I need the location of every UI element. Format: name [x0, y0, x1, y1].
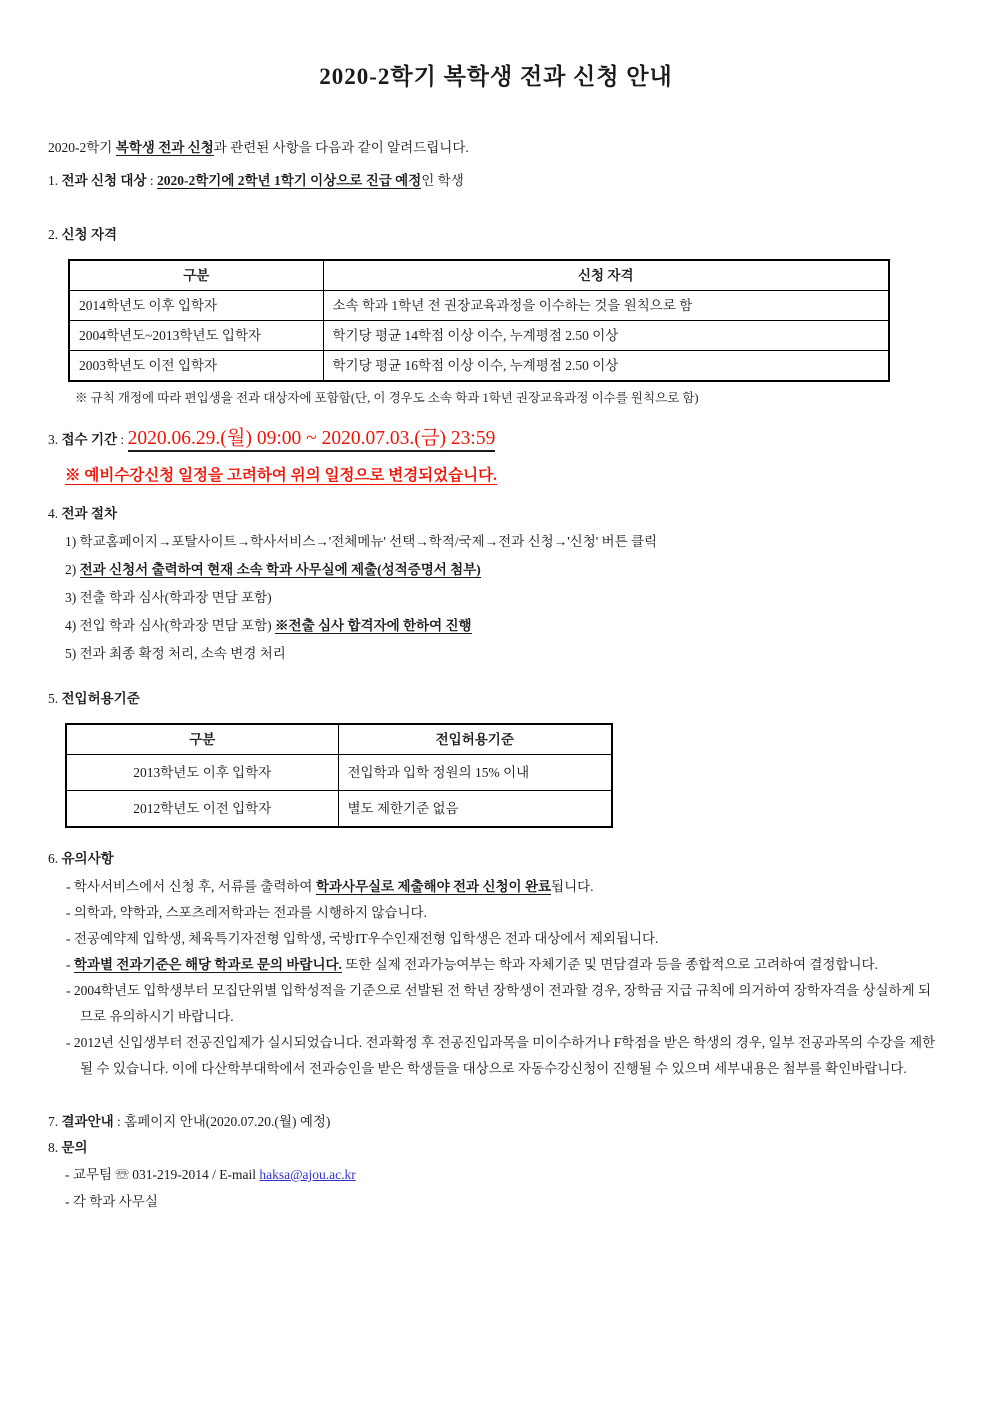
section-8-heading [48, 1135, 944, 1161]
notice-bullet [66, 952, 944, 978]
column-header: 전입허용기준 [338, 724, 612, 755]
section-6-heading [48, 849, 944, 868]
section-2-heading [48, 225, 944, 244]
text-segment: 7. [48, 1114, 62, 1129]
table-header-row [66, 724, 612, 755]
notice-bullet [66, 900, 944, 926]
text-segment: 8. [48, 1140, 62, 1155]
text-segment: 또한 실제 전과가능여부는 학과 자체기준 및 면담결과 등을 종합적으로 고려하여 결정합니다. [341, 957, 878, 972]
text-segment: 5. [48, 691, 62, 706]
text-segment: - 의학과, 약학과, 스포츠레저학과는 전과를 시행하지 않습니다. [66, 905, 427, 920]
text-segment: 전과 신청 대상 [61, 173, 147, 188]
text-segment: - 2012년 신입생부터 전공진입제가 실시되었습니다. 전과확정 후 전공진입과목을 미이수하거나 F학점을 받은 학생의 경우, 일부 전공과목의 수강을 제한될 수 있습니다. 이에 다산학부대학에서 전과승인을 받은 학생들을 대상으로 자동수강신청이 진행될 수 있으며 세부내용은 첨부를 확인바랍니다. [66, 1035, 936, 1076]
text-segment: 복학생 전과 신청 [115, 140, 214, 155]
text-segment: 6. [48, 851, 62, 866]
text-segment: - [66, 957, 74, 972]
table-row [69, 351, 889, 382]
table-cell: 학기당 평균 16학점 이상 이수, 누계평점 2.50 이상 [323, 351, 889, 382]
section-5-heading [48, 689, 944, 708]
section-4-heading [48, 504, 944, 523]
text-segment: 결과안내 [61, 1114, 114, 1129]
text-segment: 전과 신청서 출력하여 현재 소속 학과 사무실에 제출(성적증명서 첨부) [79, 562, 481, 577]
text-segment: 3. [48, 432, 62, 447]
table-row [66, 791, 612, 828]
transfer-target-line [48, 171, 944, 190]
text-segment: 접수 기간 [61, 432, 118, 447]
text-segment: 문의 [61, 1140, 88, 1155]
column-header: 구분 [66, 724, 338, 755]
text-segment: 4) 전입 학과 심사(학과장 면담 포함) [65, 618, 276, 633]
notice-bullet [66, 978, 944, 1030]
application-period-line [48, 425, 944, 454]
table-row [69, 321, 889, 351]
table-cell: 2014학년도 이후 입학자 [69, 291, 323, 321]
notice-bullet [66, 874, 944, 900]
text-segment: 됩니다. [551, 879, 594, 894]
eligibility-note: ※ 규칙 개정에 따라 편입생을 전과 대상자에 포함함(단, 이 경우도 소속 학과 1학년 권장교육과정 이수를 원칙으로 함) [75, 391, 699, 405]
eligibility-table [68, 259, 890, 382]
table-cell: 학기당 평균 14학점 이상 이수, 누계평점 2.50 이상 [323, 321, 889, 351]
phone-icon: ☏ [115, 1167, 129, 1182]
text-segment: 2) [65, 562, 80, 577]
text-segment: 전입허용기준 [61, 691, 140, 706]
text-segment: 2. [48, 227, 62, 242]
text-segment: 2020.06.29.(월) 09:00 ~ 2020.07.03.(금) 23:59 [128, 428, 496, 452]
table-cell: 별도 제한기준 없음 [338, 791, 612, 828]
transfer-step [65, 532, 944, 551]
table-row [66, 755, 612, 791]
notice-bullet [66, 1030, 944, 1082]
text-segment: 전과 절차 [61, 506, 118, 521]
text-segment: - 학사서비스에서 신청 후, 서류를 출력하여 [66, 879, 316, 894]
contact-line-staff [65, 1161, 944, 1188]
email-link[interactable]: haksa@ajou.ac.kr [259, 1167, 356, 1182]
text-segment: : [117, 432, 128, 447]
table-header-row [69, 260, 889, 291]
transfer-step [65, 560, 944, 579]
table-cell: 2004학년도~2013학년도 입학자 [69, 321, 323, 351]
text-segment: 4. [48, 506, 62, 521]
text-segment: : 홈페이지 안내(2020.07.20.(월) 예정) [113, 1114, 331, 1129]
text-segment: ※ 예비수강신청 일정을 고려하여 위의 일정으로 변경되었습니다. [65, 467, 497, 484]
table-cell: 2013학년도 이후 입학자 [66, 755, 338, 791]
notice-bullets [48, 874, 944, 1082]
text-segment: 5) 전과 최종 확정 처리, 소속 변경 처리 [65, 646, 286, 661]
contact-prefix: - 교무팀 [65, 1167, 116, 1182]
text-segment: - 2004학년도 입학생부터 모집단위별 입학성적을 기준으로 선발된 전 학년 장학생이 전과할 경우, 장학금 지급 규칙에 의거하여 장학자격을 상실하게 되므로 유의하시기 바랍니다. [66, 983, 932, 1024]
text-segment: 유의사항 [61, 851, 114, 866]
column-header: 신청 자격 [323, 260, 889, 291]
transfer-steps [48, 532, 944, 663]
text-segment: 1) 학교홈페이지→포탈사이트→학사서비스→'전체메뉴' 선택→학적/국제→전과 신청→'신청' 버튼 클릭 [65, 534, 658, 549]
table-cell: 전입학과 입학 정원의 15% 이내 [338, 755, 612, 791]
text-segment: 학과사무실로 제출해야 전과 신청이 완료 [315, 879, 552, 894]
contact-phone: 031-219-2014 / E-mail [128, 1167, 260, 1182]
text-segment: 과 관련된 사항을 다음과 같이 알려드립니다. [213, 140, 469, 155]
transfer-step [65, 588, 944, 607]
page-title: 2020-2학기 복학생 전과 신청 안내 [319, 64, 673, 89]
table-cell: 2012학년도 이전 입학자 [66, 791, 338, 828]
text-segment: 인 학생 [421, 173, 464, 188]
text-segment: 학과별 전과기준은 해당 학과로 문의 바랍니다. [73, 957, 342, 972]
schedule-change-notice [65, 465, 944, 487]
admission-criteria-table [65, 723, 613, 828]
text-segment: 신청 자격 [61, 227, 118, 242]
intro-line [48, 138, 944, 157]
text-segment: 2020-2학기에 2학년 1학기 이상으로 진급 예정 [157, 173, 422, 188]
column-header: 구분 [69, 260, 323, 291]
contact-line-departments: - 각 학과 사무실 [65, 1194, 158, 1209]
text-segment: ※전출 심사 합격자에 한하여 진행 [275, 618, 472, 633]
text-segment: - 전공예약제 입학생, 체육특기자전형 입학생, 국방IT우수인재전형 입학생은 전과 대상에서 제외됩니다. [66, 931, 659, 946]
text-segment: : [146, 173, 158, 188]
text-segment: 3) 전출 학과 심사(학과장 면담 포함) [65, 590, 272, 605]
transfer-step [65, 616, 944, 635]
table-cell: 2003학년도 이전 입학자 [69, 351, 323, 382]
result-announcement-line [48, 1109, 944, 1135]
notice-bullet [66, 926, 944, 952]
transfer-step [65, 644, 944, 663]
table-cell: 소속 학과 1학년 전 권장교육과정을 이수하는 것을 원칙으로 함 [323, 291, 889, 321]
table-row [69, 291, 889, 321]
text-segment: 2020-2학기 [48, 140, 116, 155]
text-segment: 1. [48, 173, 62, 188]
